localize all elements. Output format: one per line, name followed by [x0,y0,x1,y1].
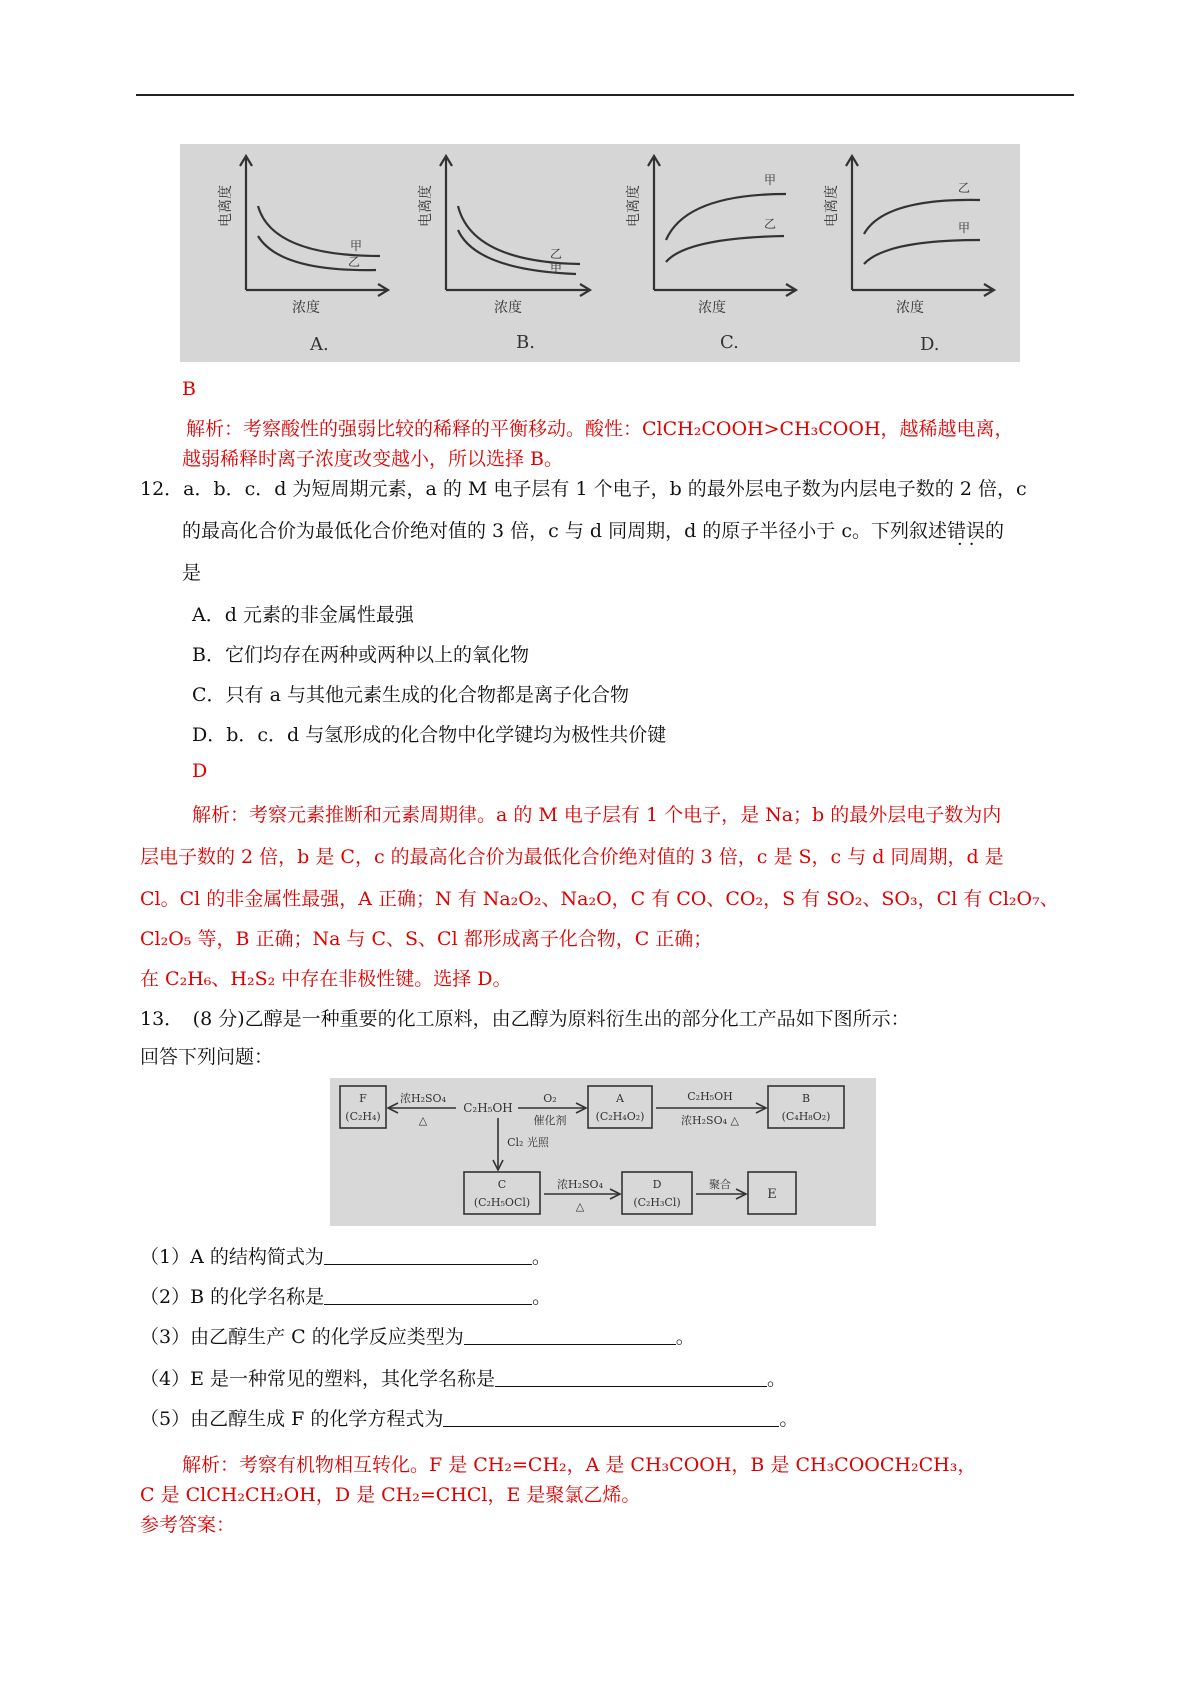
q13-analysis-line1: 解析：考察有机物相互转化。F 是 CH₂=CH₂，A 是 CH₃COOH，B 是 CH₃COOCH₂CH₃， [182,1454,977,1476]
scheme-cond-b: 浓H₂SO₄ △ [681,1114,739,1127]
q13-question-3-end: 。 [675,1326,695,1348]
graph-c-xlabel: 浓度 [698,300,726,316]
q12-stem-line1: 12．a．b．c．d 为短周期元素，a 的 M 电子层有 1 个电子，b 的最外层电子数为内层电子数的 2 倍，c [140,478,1027,500]
reaction-scheme-figure [330,1078,876,1226]
q13-question-1-text: （1）A 的结构简式为 [140,1246,324,1268]
q12-answer: D [192,760,208,782]
scheme-cond-a: 催化剂 [533,1114,567,1127]
q11-analysis-text2: ，越稀越电离， [880,418,1014,440]
q13-reference-answer: 参考答案： [140,1514,236,1536]
q12-analysis-line3: Cl。Cl 的非金属性最强，A 正确；N 有 Na₂O₂、Na₂O，C 有 CO、CO₂，S 有 SO₂、SO₃，Cl 有 Cl₂O₇、 [140,888,1059,910]
graph-b-xlabel: 浓度 [494,300,522,316]
graph-b-label-yi: 乙 [550,247,563,261]
graph-d-label-jia: 甲 [958,221,971,235]
graph-b-ylabel: 电离度 [418,185,434,227]
q12-analysis-line5: 在 C₂H₆、H₂S₂ 中存在非极性键。选择 D。 [140,968,512,990]
scheme-reagent-c: Cl₂ 光照 [507,1136,549,1149]
q13-question-2 [140,1282,551,1309]
scheme-a-name: A [616,1092,624,1105]
header-rule [136,94,1074,96]
graph-c-ylabel: 电离度 [626,185,642,227]
q12-option-d: D．b．c．d 与氢形成的化合物中化学键均为极性共价键 [192,724,667,746]
q13-answer-blank-3[interactable] [464,1326,676,1345]
scheme-f-name: F [359,1092,367,1105]
scheme-reagent-d: 浓H₂SO₄ [557,1178,603,1191]
q13-question-1-end: 。 [531,1246,551,1268]
q13-question-4-text: （4）E 是一种常见的塑料，其化学名称是 [140,1368,495,1390]
graph-c-label-jia: 甲 [764,173,777,187]
graph-c-option: C. [720,332,739,353]
scheme-reagent-f: 浓H₂SO₄ [400,1092,446,1105]
q13-question-1 [140,1242,551,1269]
q12-option-b: B．它们均存在两种或两种以上的氧化物 [192,644,529,666]
q11-answer: B [182,378,196,400]
q13-answer-blank-5[interactable] [443,1408,779,1427]
q11-analysis-acids: ClCH₂COOH>CH₃COOH [642,418,881,440]
q12-analysis-line1: 解析：考察元素推断和元素周期律。a 的 M 电子层有 1 个电子，是 Na；b 的最外层电子数为内 [192,804,1002,826]
q12-stem-text: 的最高化合价为最低化合价绝对值的 3 倍，c 与 d 同周期，d 的原子半径小于 c。下列叙述 [182,520,947,542]
graphs-svg [180,144,1020,362]
scheme-ethanol: C₂H₅OH [463,1101,513,1115]
q13-question-3 [140,1322,695,1349]
q12-stem-emphasis: 错误 ·· [947,520,985,542]
q13-question-3-text: （3）由乙醇生产 C 的化学反应类型为 [140,1326,464,1348]
graph-a-label-yi: 乙 [348,255,361,269]
scheme-cond-d: △ [575,1200,585,1213]
q12-stem-line2 [182,516,1004,543]
graph-a-label-jia: 甲 [350,239,363,253]
scheme-reagent-a: O₂ [543,1092,557,1105]
q13-answer-blank-2[interactable] [324,1286,532,1305]
q13-stem-line1: 13． (8 分)乙醇是一种重要的化工原料，由乙醇为原料衍生出的部分化工产品如下图所示： [140,1008,910,1030]
graph-a-ylabel: 电离度 [218,185,234,227]
q13-stem-line2: 回答下列问题： [140,1046,274,1068]
scheme-reagent-b: C₂H₅OH [687,1090,733,1103]
ionization-graphs-figure [180,144,1020,362]
scheme-e-name: E [767,1187,777,1202]
graph-c-label-yi: 乙 [764,217,777,231]
scheme-b-name: B [801,1092,811,1105]
q12-stem-tail: 的 [985,520,1005,542]
q13-question-4-end: 。 [767,1368,787,1390]
q12-analysis-line2: 层电子数的 2 倍，b 是 C，c 的最高化合价为最低化合价绝对值的 3 倍，c 是 S，c 与 d 同周期，d 是 [140,846,1004,868]
graph-d-label-yi: 乙 [958,181,971,195]
scheme-cond-f: △ [418,1114,428,1127]
graph-d-ylabel: 电离度 [824,185,840,227]
scheme-c-name: C [497,1178,507,1191]
q13-question-4 [140,1364,786,1391]
graph-a-xlabel: 浓度 [292,300,320,316]
q12-stem-line3: 是 [182,562,202,584]
q12-option-a: A．d 元素的非金属性最强 [192,604,414,626]
scheme-f-formula: (C₂H₄) [345,1110,381,1123]
q13-analysis-line2: C 是 ClCH₂CH₂OH，D 是 CH₂=CHCl，E 是聚氯乙烯。 [140,1484,641,1506]
q11-analysis-text1: 解析：考察酸性的强弱比较的稀释的平衡移动。酸性： [186,418,643,440]
q13-question-5-end: 。 [779,1408,799,1430]
q12-option-c: C．只有 a 与其他元素生成的化合物都是离子化合物 [192,684,629,706]
scheme-b-formula: (C₄H₈O₂) [781,1110,831,1123]
scheme-svg [330,1078,876,1226]
graph-d-xlabel: 浓度 [896,300,924,316]
q13-question-2-text: （2）B 的化学名称是 [140,1286,325,1308]
graph-b-label-jia: 甲 [550,261,563,275]
q11-analysis-line2: 越弱稀释时离子浓度改变越小，所以选择 B。 [182,448,564,470]
scheme-d-name: D [652,1178,662,1191]
q13-answer-blank-1[interactable] [324,1246,532,1265]
q13-question-2-end: 。 [532,1286,552,1308]
scheme-c-formula: (C₂H₅OCl) [473,1196,531,1209]
q11-analysis-line1 [186,414,1014,441]
q13-question-5 [140,1404,798,1431]
graph-d-option: D. [920,334,940,355]
q12-analysis-line4: Cl₂O₅ 等，B 正确；Na 与 C、S、Cl 都形成离子化合物，C 正确； [140,928,713,950]
graph-c-curve-yi [666,236,784,262]
scheme-a-formula: (C₂H₄O₂) [595,1110,645,1123]
q13-question-5-text: （5）由乙醇生成 F 的化学方程式为 [140,1408,444,1430]
q13-answer-blank-4[interactable] [495,1368,767,1387]
scheme-d-formula: (C₂H₃Cl) [633,1196,681,1209]
graph-b-option: B. [516,332,535,353]
graph-a-option: A. [310,334,329,355]
graph-d-curve-jia [864,240,980,264]
scheme-reagent-e: 聚合 [709,1178,731,1191]
